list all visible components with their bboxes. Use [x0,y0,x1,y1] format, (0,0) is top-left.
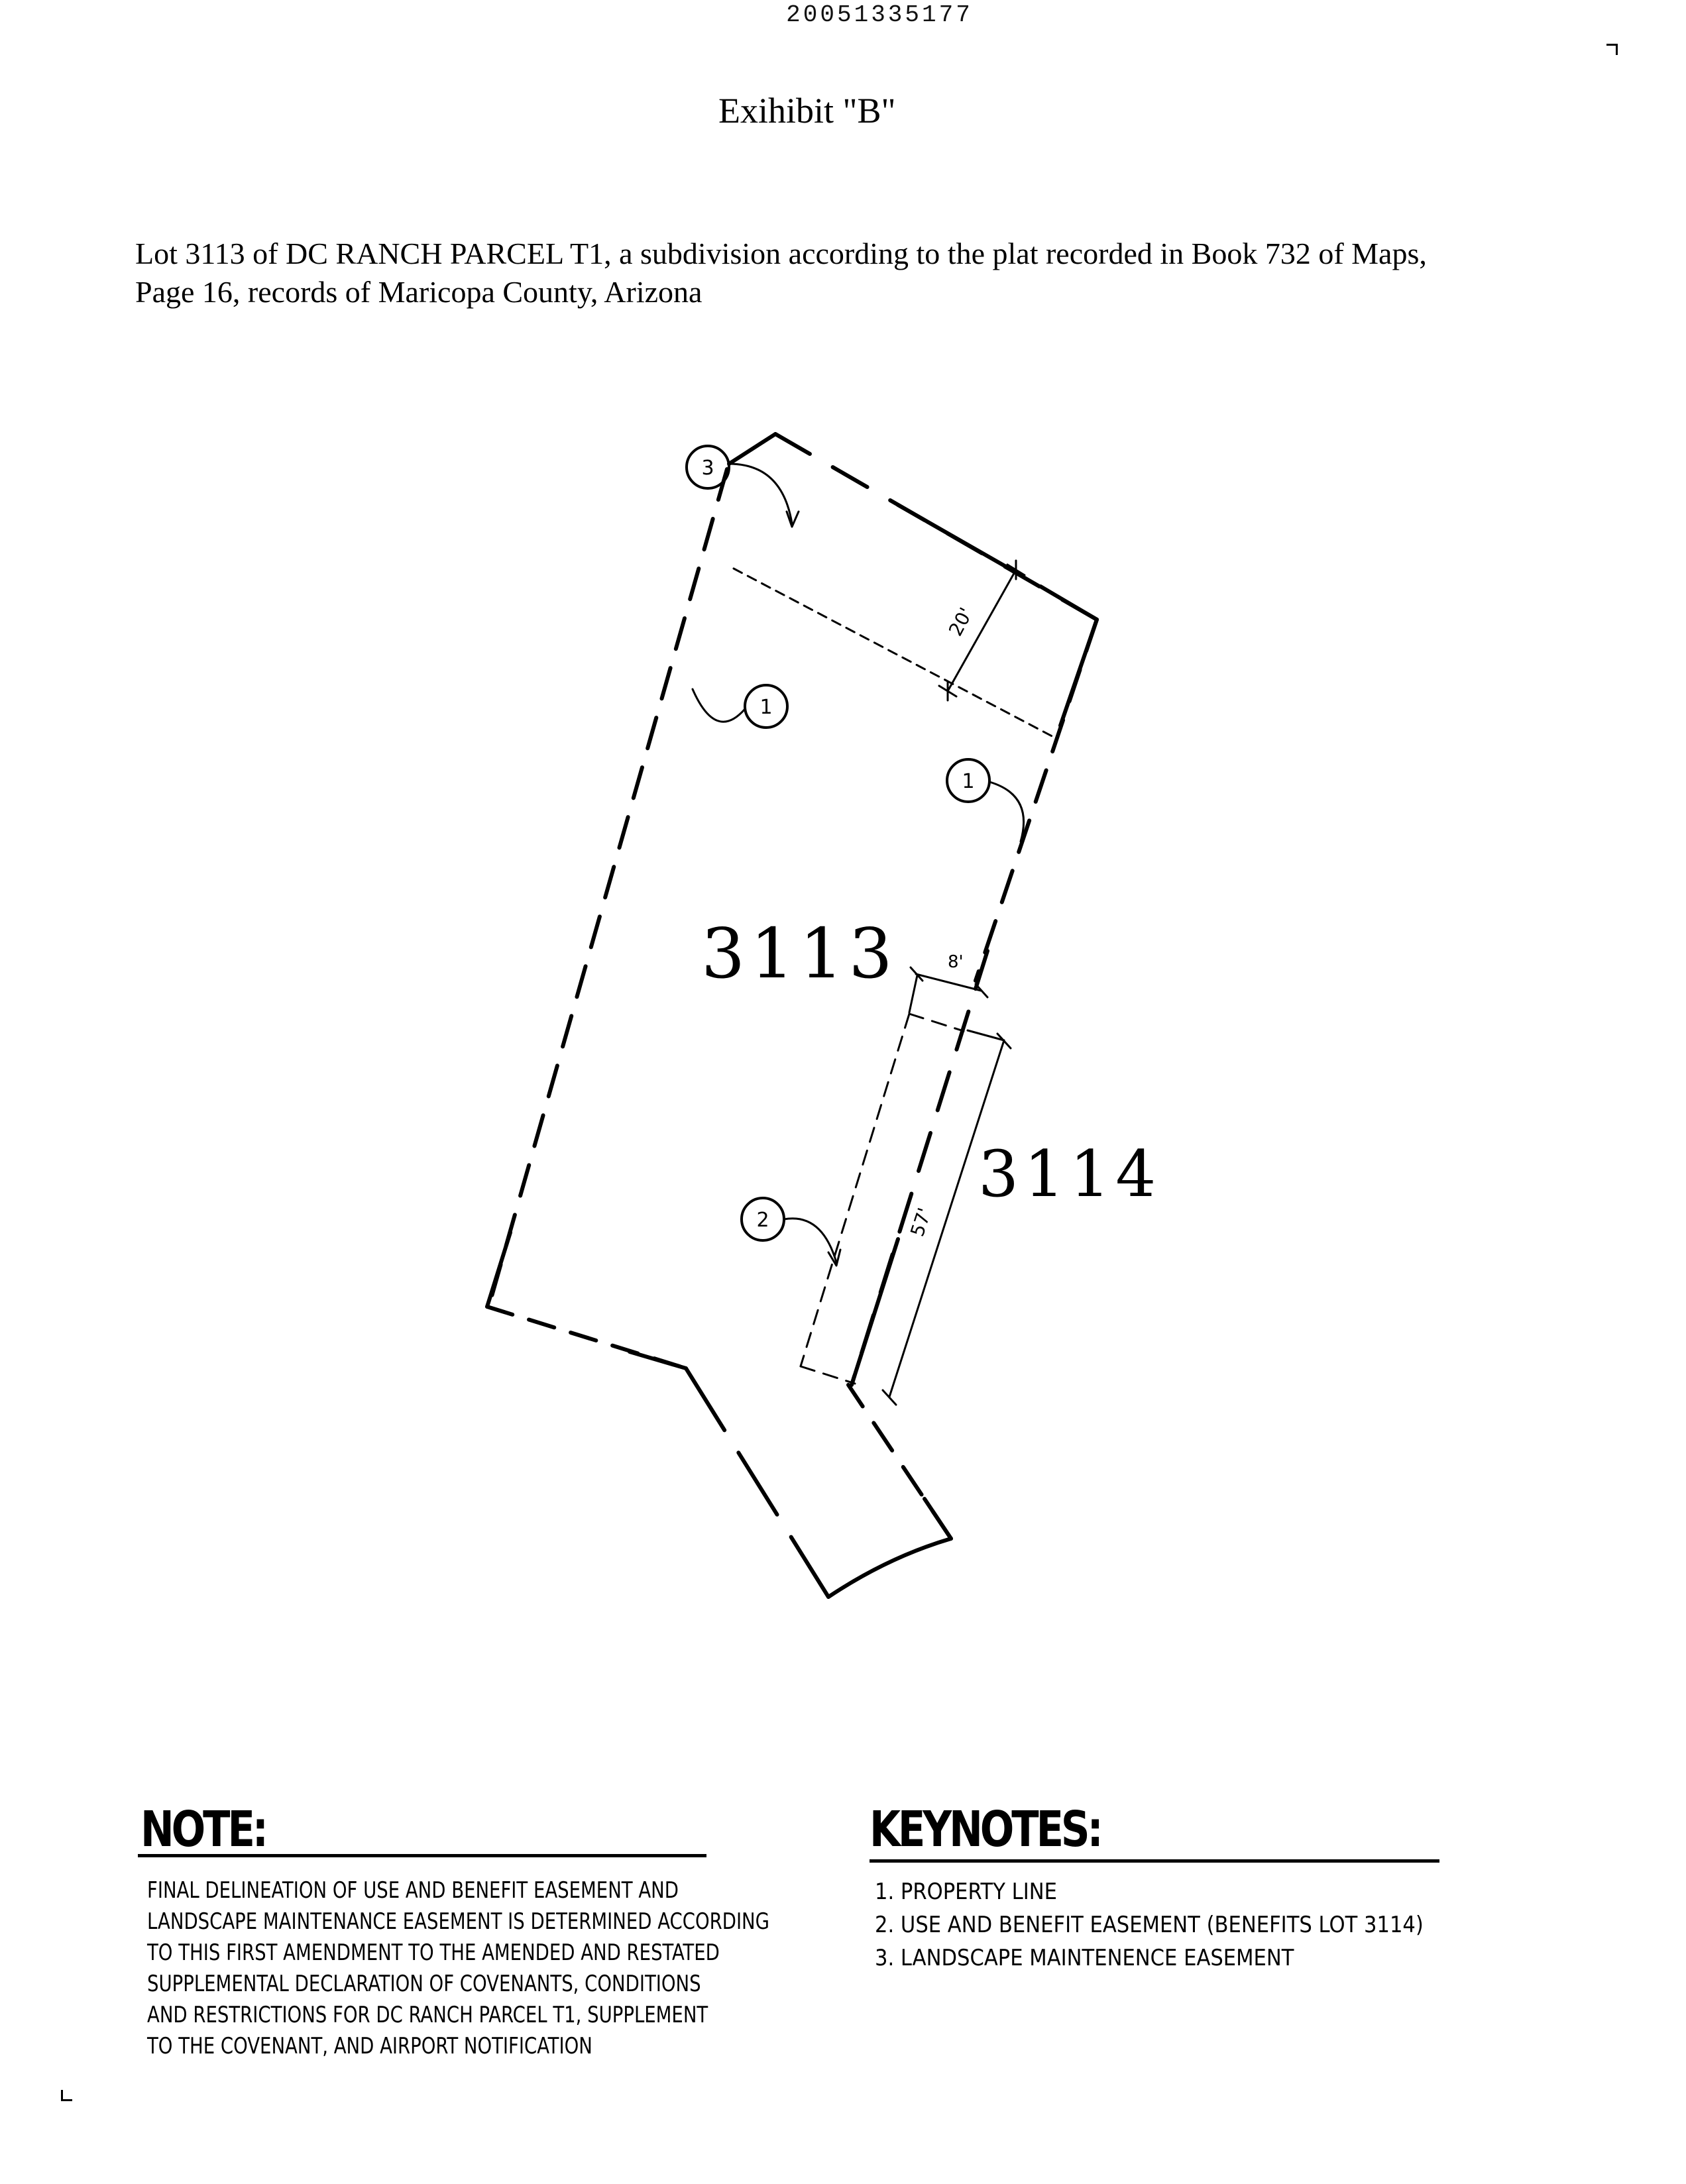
callout-leader-2 [784,1219,836,1262]
note-line: TO THE COVENANT, AND AIRPORT NOTIFICATION [147,2033,592,2059]
keynotes-underline [870,1859,1439,1863]
legal-description-line: Lot 3113 of DC RANCH PARCEL T1, a subdivision according to the plat recorded in Book 732 of Maps, [135,237,1427,270]
note-underline [138,1854,706,1857]
use-benefit-easement-north [909,1014,964,1031]
callout-number-1: 1 [759,696,773,719]
landscape-easement-line [734,569,1057,739]
note-line: SUPPLEMENTAL DECLARATION OF COVENANTS, CONDITIONS [147,1971,701,1997]
dimension-line-8 [916,974,981,991]
dimension-label-8: 8' [948,952,964,972]
note-heading: NOTE: [140,1801,266,1858]
callout-number-3: 3 [701,457,714,480]
callout-leader-1b [989,782,1024,842]
legal-description-line: Page 16, records of Maricopa County, Arizona [135,275,702,309]
property-line-curve [828,1539,951,1597]
exhibit-title: Exihibit "B" [718,91,896,131]
callout-number-1: 1 [962,770,975,793]
note-line: LANDSCAPE MAINTENANCE EASEMENT IS DETERMINED ACCORDING [147,1908,769,1935]
keynote-item: 1. PROPERTY LINE [875,1879,1057,1905]
corner-mark-bottom-left [61,2090,72,2101]
dimension-tick [939,682,956,700]
keynotes-heading: KEYNOTES: [870,1801,1101,1858]
keynotes-list [875,1875,1424,1975]
property-line-southeast-solid [925,1499,951,1539]
lot-label-3113: 3113 [701,913,898,994]
callout-leader-3 [729,464,792,523]
dimension-line-57 [889,1040,1004,1397]
lot-label-3114: 3114 [978,1137,1162,1211]
callout-leader-1a [693,689,745,722]
use-benefit-easement-west [801,1014,909,1366]
property-line-north-solid-b [1040,586,1097,620]
dimension-extension [909,975,917,1012]
keynote-item: 2. USE AND BENEFIT EASEMENT (BENEFITS LOT 3114) [875,1912,1424,1938]
lot-line-3113-3114-solid [852,1239,898,1385]
property-line-south-solid [630,1352,686,1368]
property-line-north-solid-a [898,505,1014,571]
keynote-item: 3. LANDSCAPE MAINTENENCE EASEMENT [875,1945,1294,1971]
callout-arrow-3 [787,512,799,527]
dimension-label-20: 20' [944,604,978,640]
property-line-west [489,469,727,1305]
callout-number-2: 2 [756,1209,769,1232]
property-line-southwest-tail [686,1368,828,1597]
property-line-north-west-solid [729,434,775,464]
note-line: FINAL DELINEATION OF USE AND BENEFIT EASEMENT AND [147,1877,679,1904]
dimension-label-57: 57' [906,1205,936,1240]
property-line-southwest-corner [487,1232,510,1307]
use-benefit-easement-south [801,1366,855,1384]
document-number: 20051335177 [786,1,973,28]
note-text [147,1875,769,2062]
note-line: AND RESTRICTIONS FOR DC RANCH PARCEL T1, SUPPLEMENT [147,2002,708,2028]
property-line-east-solid [1060,620,1097,726]
note-line: TO THIS FIRST AMENDMENT TO THE AMENDED AND RESTATED [147,1939,720,1966]
